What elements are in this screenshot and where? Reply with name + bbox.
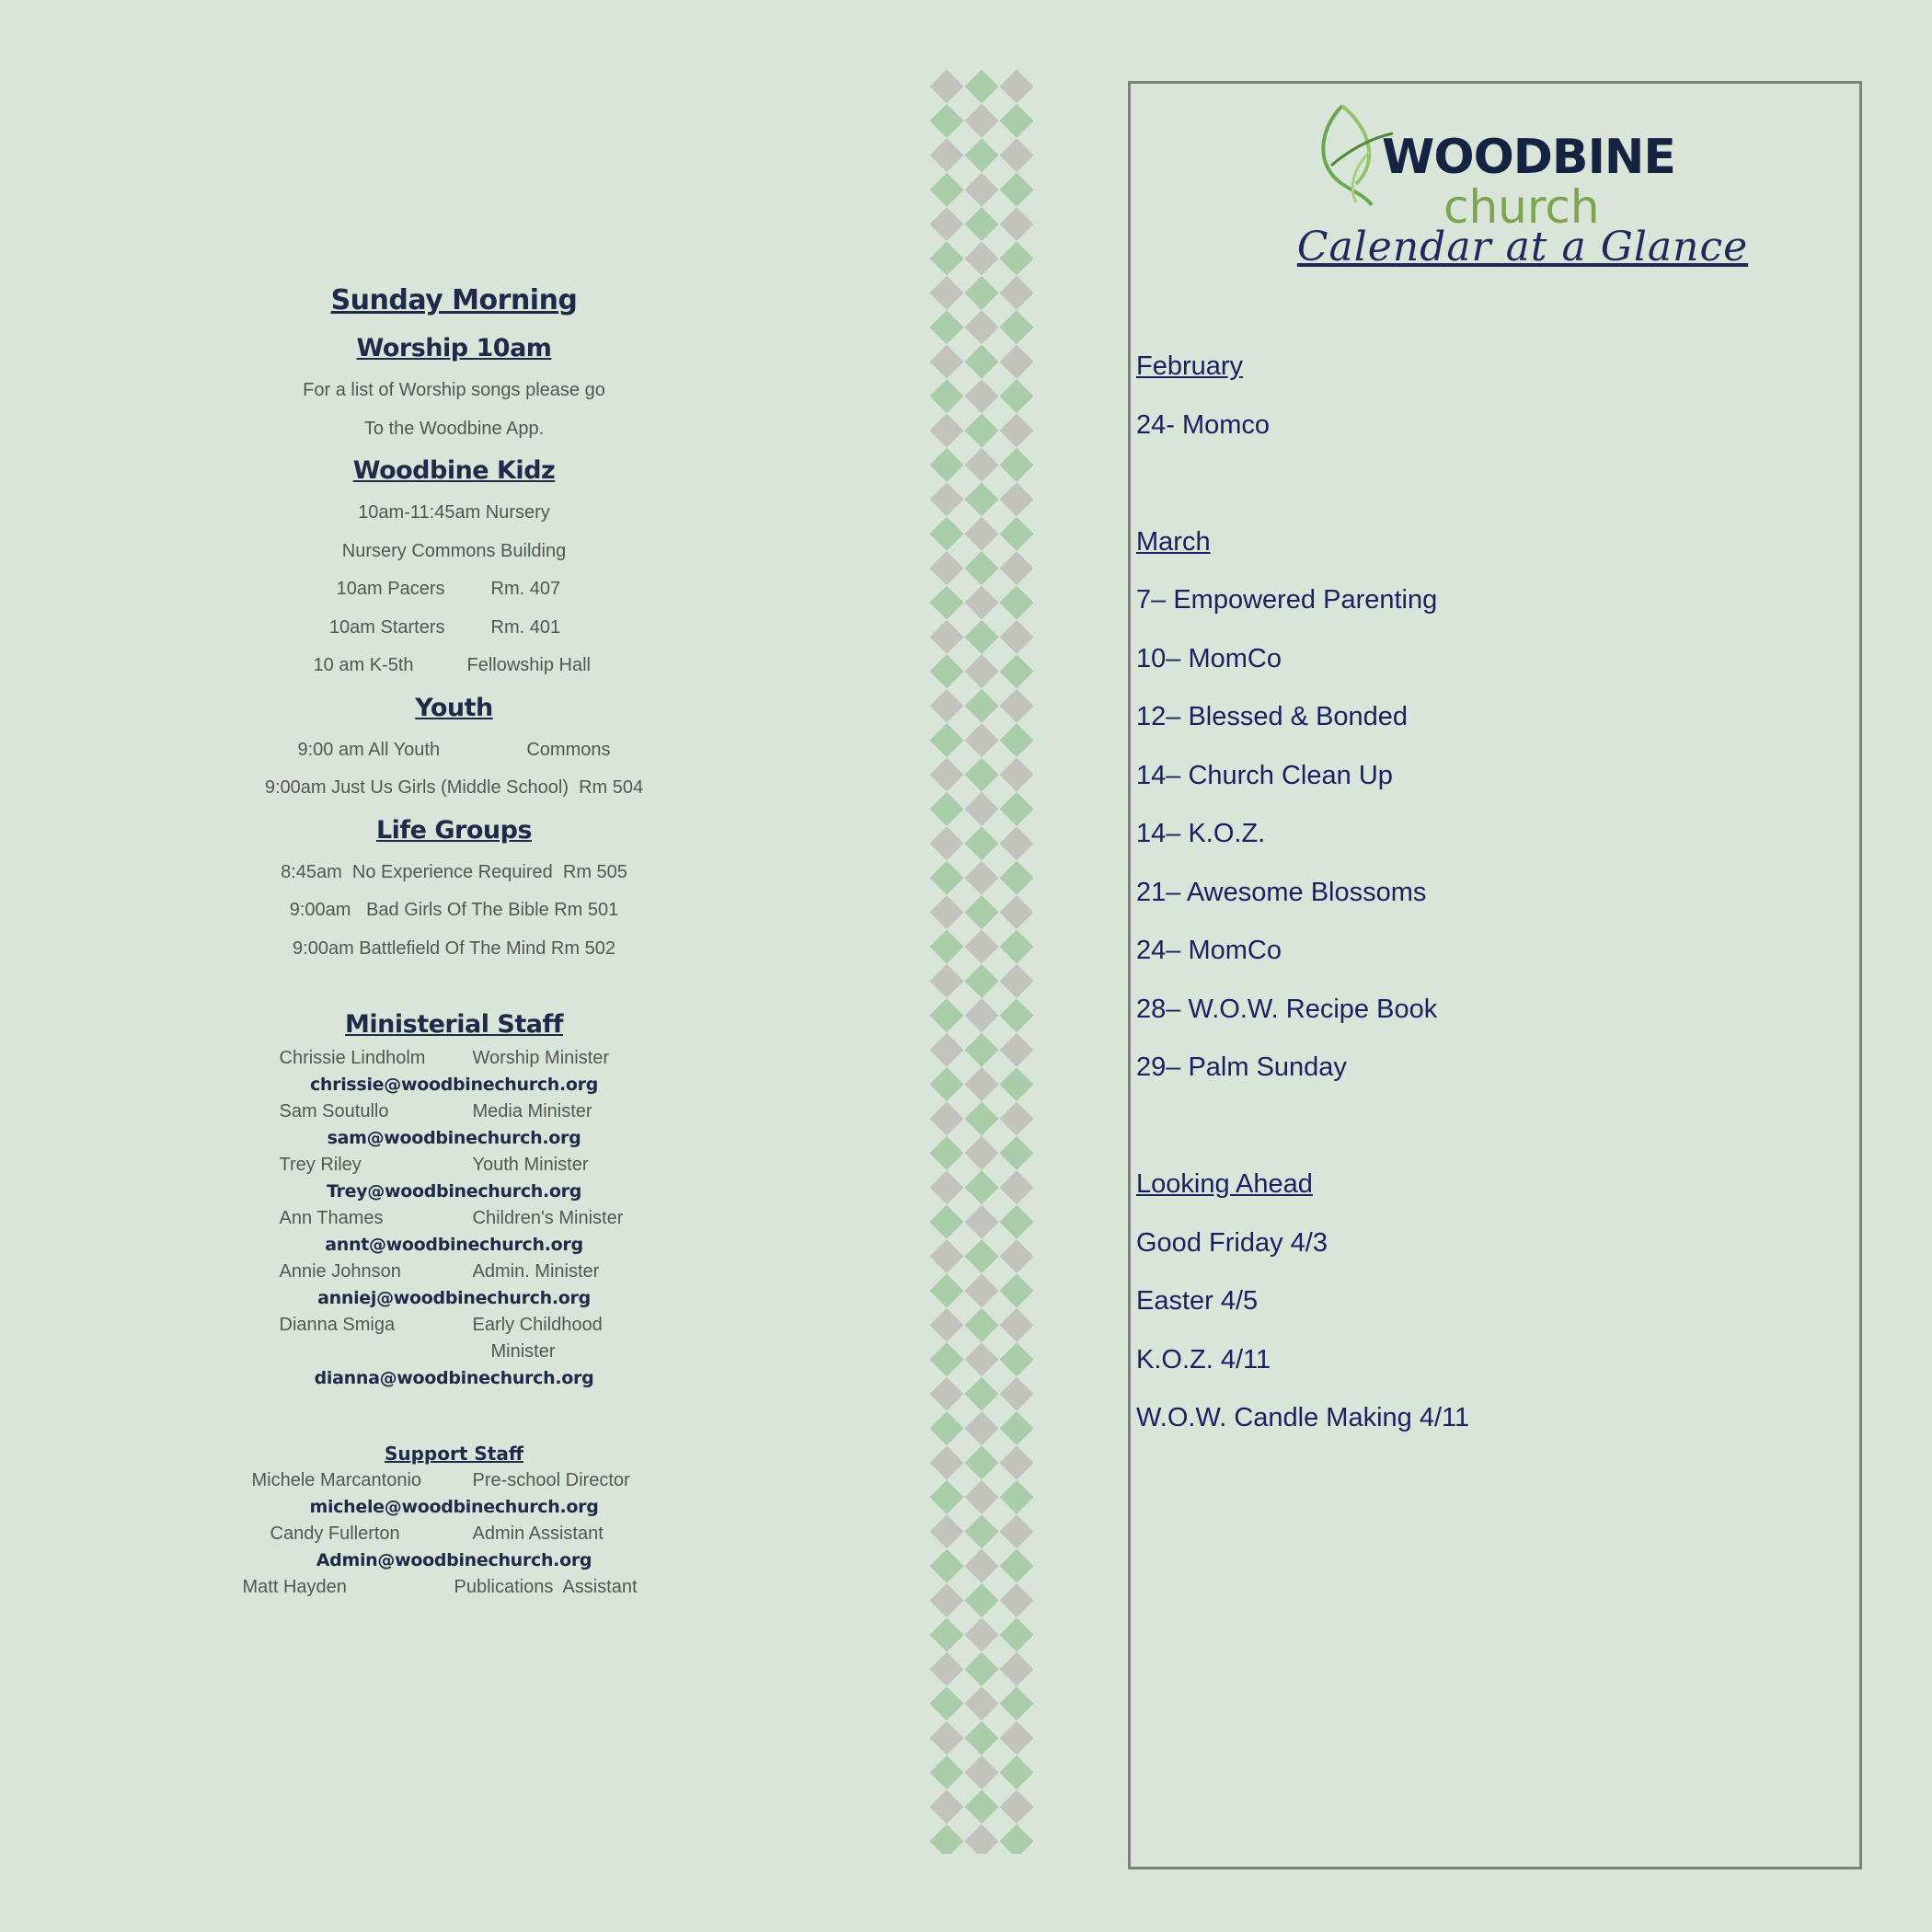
youth-line: 9:00am Just Us Girls (Middle School) Rm 504 [264, 777, 644, 798]
diamond-shape [965, 1583, 999, 1617]
diamond-shape [1000, 1308, 1034, 1342]
calendar-event: 14– K.O.Z. [1136, 819, 1266, 848]
diamond-shape [930, 173, 964, 207]
diamond-shape [930, 448, 964, 482]
diamond-shape [930, 104, 964, 138]
calendar-event: 14– Church Clean Up [1136, 760, 1393, 790]
staff-row [207, 1574, 701, 1601]
diamond-shape [1000, 1033, 1034, 1067]
kidz-heading: Woodbine Kidz [352, 456, 556, 485]
diamond-shape [930, 620, 964, 654]
diamond-shape [965, 173, 999, 207]
calendar-event: Good Friday 4/3 [1136, 1227, 1328, 1258]
diamond-shape [1000, 689, 1034, 723]
staff-name: Matt Hayden [242, 1577, 347, 1597]
diamond-shape [965, 1136, 999, 1170]
diamond-shape [965, 964, 999, 998]
diamond-shape [930, 310, 964, 344]
staff-row [207, 1205, 701, 1232]
diamond-shape [930, 826, 964, 860]
diamond-shape [965, 551, 999, 585]
diamond-divider [929, 69, 1035, 1854]
staff-role: Pre-school Director [472, 1470, 630, 1490]
logo-wordmark: WOODBINE [1382, 130, 1675, 185]
diamond-shape [930, 1686, 964, 1720]
diamond-shape [965, 1033, 999, 1067]
diamond-shape [930, 1342, 964, 1376]
calendar-list [1136, 338, 1835, 1448]
diamond-shape [965, 758, 999, 792]
diamond-shape [1000, 1514, 1034, 1548]
diamond-shape [965, 1549, 999, 1583]
diamond-shape [965, 242, 999, 276]
diamond-shape [965, 1755, 999, 1789]
kidz-room: Fellowship Hall [466, 655, 591, 675]
diamond-shape [1000, 276, 1034, 310]
diamond-shape [1000, 448, 1034, 482]
diamond-shape [965, 1102, 999, 1136]
diamond-shape [965, 861, 999, 895]
diamond-shape [930, 379, 964, 413]
staff-row [207, 1312, 701, 1339]
diamond-shape [965, 1686, 999, 1720]
calendar-event: 7– Empowered Parenting [1136, 585, 1438, 615]
diamond-shape [965, 1721, 999, 1755]
kidz-line: 10am-11:45am Nursery [358, 502, 550, 523]
diamond-shape [1000, 70, 1034, 104]
diamond-shape [930, 1790, 964, 1824]
staff-email: chrissie@woodbinechurch.org [309, 1075, 599, 1095]
diamond-shape [1000, 1067, 1034, 1101]
diamond-shape [930, 482, 964, 516]
diamond-shape [965, 414, 999, 448]
calendar-event: 29– Palm Sunday [1136, 1052, 1347, 1082]
staff-role: Admin. Minister [472, 1261, 600, 1282]
diamond-shape [1000, 895, 1034, 929]
staff-role: Early Childhood [472, 1315, 603, 1335]
ministerial-staff-list [207, 1045, 701, 1392]
diamond-shape [965, 826, 999, 860]
diamond-shape [965, 998, 999, 1032]
support-staff-heading: Support Staff [384, 1443, 524, 1465]
diamond-shape [1000, 586, 1034, 620]
diamond-shape [930, 895, 964, 929]
diamond-shape [1000, 1721, 1034, 1755]
diamond-shape [965, 689, 999, 723]
staff-name: Trey Riley [279, 1155, 362, 1175]
diamond-shape [1000, 998, 1034, 1032]
diamond-shape [930, 276, 964, 310]
diamond-shape [965, 1652, 999, 1686]
calendar-event: 28– W.O.W. Recipe Book [1136, 994, 1438, 1024]
kidz-time: 10am Pacers [336, 579, 445, 599]
diamond-shape [965, 207, 999, 241]
youth-heading: Youth [415, 693, 493, 722]
staff-email: anniej@woodbinechurch.org [317, 1288, 591, 1308]
diamond-shape [930, 1480, 964, 1514]
staff-row [207, 1098, 701, 1125]
diamond-shape [1000, 1686, 1034, 1720]
support-staff-list [207, 1467, 701, 1601]
staff-email: sam@woodbinechurch.org [327, 1128, 581, 1148]
diamond-shape [930, 1170, 964, 1204]
diamond-shape [1000, 242, 1034, 276]
diamond-shape [1000, 138, 1034, 172]
diamond-shape [1000, 207, 1034, 241]
diamond-shape [1000, 1583, 1034, 1617]
diamond-shape [930, 242, 964, 276]
diamond-shape [1000, 1342, 1034, 1376]
diamond-shape [930, 1239, 964, 1273]
diamond-shape [1000, 964, 1034, 998]
diamond-shape [1000, 1377, 1034, 1411]
month-heading-february: February [1136, 351, 1244, 381]
kidz-line: Nursery Commons Building [341, 540, 567, 561]
diamond-shape [1000, 517, 1034, 551]
diamond-shape [965, 276, 999, 310]
staff-role: Publications Assistant [454, 1577, 638, 1597]
diamond-shape [1000, 654, 1034, 688]
life-group-line: 9:00am Battlefield Of The Mind Rm 502 [293, 937, 615, 959]
staff-role: Worship Minister [472, 1048, 610, 1068]
diamond-shape [965, 620, 999, 654]
diamond-shape [965, 1342, 999, 1376]
diamond-shape [930, 1514, 964, 1548]
diamond-shape [965, 792, 999, 826]
diamond-shape [1000, 1274, 1034, 1308]
diamond-shape [930, 758, 964, 792]
staff-row [207, 1259, 701, 1285]
diamond-shape [965, 586, 999, 620]
calendar-event: 10– MomCo [1136, 643, 1282, 673]
staff-name: Candy Fullerton [270, 1524, 400, 1544]
calendar-event: 21– Awesome Blossoms [1136, 877, 1427, 907]
diamond-shape [930, 1446, 964, 1480]
diamond-shape [1000, 1652, 1034, 1686]
diamond-shape [930, 1549, 964, 1583]
diamond-shape [965, 1067, 999, 1101]
diamond-shape [965, 104, 999, 138]
diamond-shape [930, 1136, 964, 1170]
staff-role: Minister [490, 1341, 556, 1362]
staff-name: Michele Marcantonio [251, 1470, 422, 1490]
diamond-shape [930, 654, 964, 688]
diamond-shape [965, 1411, 999, 1445]
diamond-shape [1000, 1446, 1034, 1480]
staff-role: Children's Minister [472, 1208, 624, 1228]
diamond-shape [1000, 482, 1034, 516]
diamond-shape [965, 1790, 999, 1824]
diamond-shape [930, 1205, 964, 1239]
diamond-shape [965, 930, 999, 964]
diamond-shape [1000, 1549, 1034, 1583]
diamond-shape [930, 1652, 964, 1686]
staff-email: michele@woodbinechurch.org [309, 1497, 599, 1517]
calendar-event: W.O.W. Candle Making 4/11 [1136, 1403, 1470, 1432]
diamond-shape [930, 930, 964, 964]
diamond-shape [965, 1308, 999, 1342]
youth-time: 9:00 am All Youth [297, 739, 441, 760]
worship-line: For a list of Worship songs please go [303, 380, 605, 400]
diamond-shape [930, 723, 964, 757]
kidz-row [207, 647, 701, 685]
staff-row [207, 1467, 701, 1494]
staff-email: Trey@woodbinechurch.org [326, 1181, 582, 1202]
diamond-shape [1000, 792, 1034, 826]
diamond-shape [965, 345, 999, 379]
diamond-shape [930, 998, 964, 1032]
diamond-shape [965, 1618, 999, 1652]
diamond-shape [1000, 1205, 1034, 1239]
diamond-shape [1000, 826, 1034, 860]
diamond-shape [1000, 345, 1034, 379]
looking-ahead-heading: Looking Ahead [1136, 1169, 1313, 1199]
logo-subtitle: church [1443, 180, 1600, 234]
diamond-shape [965, 1239, 999, 1273]
diamond-shape [930, 551, 964, 585]
diamond-shape [930, 586, 964, 620]
diamond-shape [965, 1274, 999, 1308]
diamond-shape [965, 310, 999, 344]
diamond-shape [1000, 1411, 1034, 1445]
kidz-row [207, 570, 701, 609]
calendar-event: 12– Blessed & Bonded [1136, 702, 1409, 731]
diamond-shape [1000, 104, 1034, 138]
staff-row [207, 1045, 701, 1072]
diamond-shape [1000, 414, 1034, 448]
diamond-shape [1000, 1824, 1034, 1854]
diamond-shape [930, 1033, 964, 1067]
staff-row [207, 1152, 701, 1179]
diamond-shape [930, 964, 964, 998]
diamond-shape [965, 448, 999, 482]
calendar-event: K.O.Z. 4/11 [1136, 1344, 1271, 1374]
staff-email: Admin@woodbinechurch.org [316, 1550, 592, 1570]
staff-role: Media Minister [472, 1101, 592, 1121]
diamond-shape [1000, 723, 1034, 757]
diamond-shape [1000, 1755, 1034, 1789]
diamond-shape [930, 1583, 964, 1617]
diamond-shape [930, 1755, 964, 1789]
diamond-shape [930, 345, 964, 379]
diamond-shape [965, 379, 999, 413]
diamond-shape [1000, 861, 1034, 895]
calendar-event: Easter 4/5 [1136, 1286, 1259, 1316]
ministerial-staff-heading: Ministerial Staff [345, 1010, 563, 1039]
calendar-event: 24- Momco [1136, 409, 1271, 440]
diamond-shape [930, 1824, 964, 1854]
diamond-shape [930, 792, 964, 826]
diamond-shape [965, 723, 999, 757]
diamond-shape [965, 1514, 999, 1548]
kidz-row [207, 609, 701, 648]
kidz-time: 10am Starters [328, 616, 445, 638]
diamond-shape [1000, 1239, 1034, 1273]
diamond-shape [1000, 1618, 1034, 1652]
diamond-shape [930, 517, 964, 551]
diamond-shape [930, 1102, 964, 1136]
diamond-shape [930, 1721, 964, 1755]
calendar-title: Calendar at a Glance [1296, 224, 1749, 270]
sunday-column [207, 276, 701, 1601]
staff-role: Admin Assistant [472, 1524, 604, 1544]
staff-row [207, 1521, 701, 1547]
diamond-shape [1000, 310, 1034, 344]
diamond-shape [1000, 1790, 1034, 1824]
kidz-time: 10 am K-5th [313, 655, 414, 675]
diamond-shape [930, 1377, 964, 1411]
diamond-shape [965, 482, 999, 516]
staff-name: Ann Thames [279, 1208, 384, 1228]
life-groups-heading: Life Groups [375, 815, 533, 845]
staff-name: Sam Soutullo [279, 1101, 389, 1121]
worship-heading: Worship 10am [356, 334, 552, 362]
staff-email: annt@woodbinechurch.org [325, 1235, 583, 1255]
diamond-shape [930, 689, 964, 723]
diamond-shape [930, 1067, 964, 1101]
diamond-shape [1000, 930, 1034, 964]
month-heading-march: March [1136, 526, 1211, 557]
diamond-shape [1000, 758, 1034, 792]
diamond-shape [930, 414, 964, 448]
woodbine-logo [1315, 97, 1683, 234]
diamond-shape [930, 138, 964, 172]
staff-email: dianna@woodbinechurch.org [314, 1368, 594, 1388]
diamond-shape [930, 70, 964, 104]
diamond-shape [1000, 173, 1034, 207]
diamond-shape [930, 861, 964, 895]
staff-role: Youth Minister [472, 1155, 589, 1175]
diamond-shape [930, 1274, 964, 1308]
calendar-event: 24– MomCo [1136, 936, 1282, 965]
diamond-shape [1000, 551, 1034, 585]
kidz-room: Rm. 401 [490, 616, 561, 638]
diamond-shape [930, 1618, 964, 1652]
diamond-shape [930, 1308, 964, 1342]
diamond-shape [965, 1480, 999, 1514]
life-group-line: 9:00am Bad Girls Of The Bible Rm 501 [289, 900, 619, 920]
diamond-shape [1000, 379, 1034, 413]
worship-line: To the Woodbine App. [363, 418, 545, 439]
diamond-shape [1000, 1136, 1034, 1170]
diamond-shape [930, 1411, 964, 1445]
calendar-panel [1128, 81, 1862, 1869]
diamond-shape [965, 138, 999, 172]
kidz-room: Rm. 407 [490, 579, 561, 599]
diamond-shape [965, 517, 999, 551]
diamond-shape [965, 1205, 999, 1239]
youth-room: Commons [526, 739, 611, 760]
diamond-shape [965, 895, 999, 929]
youth-row [207, 731, 701, 770]
diamond-shape [965, 70, 999, 104]
diamond-shape [965, 654, 999, 688]
staff-row [207, 1339, 701, 1365]
diamond-shape [965, 1446, 999, 1480]
diamond-shape [965, 1170, 999, 1204]
diamond-shape [1000, 1170, 1034, 1204]
diamond-shape [1000, 1480, 1034, 1514]
diamond-shape [965, 1377, 999, 1411]
sunday-morning-heading: Sunday Morning [330, 284, 578, 316]
life-group-line: 8:45am No Experience Required Rm 505 [281, 861, 627, 882]
staff-name: Dianna Smiga [279, 1315, 396, 1335]
diamond-shape [1000, 620, 1034, 654]
staff-name: Annie Johnson [279, 1261, 401, 1282]
diamond-shape [930, 207, 964, 241]
diamond-shape [1000, 1102, 1034, 1136]
diamond-shape [965, 1824, 999, 1854]
staff-name: Chrissie Lindholm [279, 1048, 426, 1068]
